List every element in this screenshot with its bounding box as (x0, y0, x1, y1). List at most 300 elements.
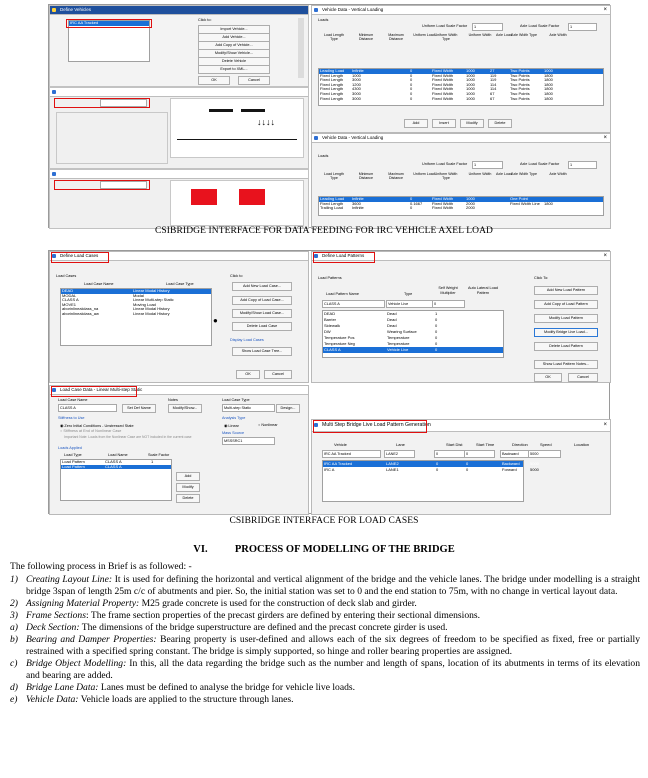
table-cell: Fixed Width (432, 90, 454, 96)
table-cell: 0 (410, 86, 413, 92)
modify-load-case-button[interactable]: Modify/Show Load Case... (232, 309, 292, 318)
table-cell: Two Points (510, 95, 530, 101)
mass-source-select[interactable]: MSSSRC1 (222, 437, 275, 445)
item-body (26, 574, 640, 598)
highlight-box (51, 252, 109, 263)
item-term: Bearing and Damper Properties: (26, 634, 157, 645)
nonlinear-label: Nonlinear (261, 423, 278, 427)
dot-icon: ● (213, 316, 218, 325)
delete-vehicle-button[interactable]: Delete Vehicle (198, 57, 270, 66)
case-name-input[interactable]: CLASS A (58, 404, 117, 412)
pattern-name-cell: Sidewalk (324, 323, 341, 328)
table-cell: 119 (490, 72, 497, 78)
display-label: Display Load Cases (230, 338, 264, 342)
table-cell: Two Points (510, 72, 530, 78)
table-cell: 114 (490, 81, 497, 87)
column-header: Minimum Distance (358, 172, 374, 181)
table-cell: Two Points (510, 90, 530, 96)
input-row[interactable] (322, 450, 602, 457)
axle-scale-label: Axle Load Scale Factor (520, 162, 560, 166)
table-cell: 1000 (466, 81, 475, 87)
multistep-generation-window (311, 419, 611, 515)
column-header: Maximum Distance (388, 172, 404, 181)
case-type-cell: Linear Multi-step Static (133, 297, 174, 303)
item-term: Bridge Lane Data: (26, 682, 99, 693)
add-load-button[interactable]: Add (176, 472, 200, 481)
close-icon[interactable]: × (603, 7, 607, 13)
item-text: Lanes must be defined to analyse the bridge for vehicle live loads. (98, 682, 356, 693)
delete-load-case-button[interactable]: Delete Load Case (232, 322, 292, 331)
table-cell: LANE2 (386, 461, 399, 466)
table-cell: 5000 (530, 467, 539, 472)
column-header: Speed (540, 442, 552, 447)
case-name-cell: DEAD (62, 288, 74, 293)
item-number: 2) (10, 598, 18, 609)
pattern-type-cell: Temperature (387, 335, 410, 340)
uniform-scale-input[interactable]: 1 (472, 161, 503, 169)
highlight-box (66, 19, 152, 28)
multiplier-cell: 0 (435, 347, 438, 352)
cancel-button[interactable]: Cancel (264, 370, 292, 379)
column-header: Lane (396, 442, 405, 447)
table-cell: 0 (410, 196, 413, 201)
table-cell: 67 (490, 90, 495, 96)
load-name-header: Load Name (108, 453, 128, 457)
table-cell: 27 (490, 68, 495, 73)
table-cell: Fixed Length (320, 72, 344, 78)
define-vehicles-title: Define Vehicles (60, 7, 92, 12)
close-icon[interactable]: × (603, 253, 607, 259)
design-button[interactable]: Design... (276, 404, 300, 413)
stiffness-label: Stiffness to Use (58, 416, 85, 420)
table-cell: IRC AA Tracked (324, 461, 353, 466)
highlight-box (313, 252, 375, 263)
table-cell: Backward (502, 461, 520, 466)
load-bar (241, 109, 265, 112)
figure1-caption: CSIBRIDGE INTERFACE FOR DATA FEEDING FOR IRC VEHICLE AXEL LOAD (154, 226, 494, 236)
table-cell: Fixed Width (432, 72, 454, 78)
loads-applied-label: Loads Applied (58, 446, 82, 450)
scroll-strip (298, 18, 304, 78)
item-body (26, 634, 640, 658)
list-item (10, 658, 640, 682)
case-type-cell: Modal (133, 292, 144, 298)
column-header: Uniform Width Type (434, 33, 458, 42)
vehicle-editor-2 (49, 169, 309, 229)
stiffness-end-label: Stiffness at End of Nonlinear Case (63, 429, 122, 433)
add-button[interactable]: Add (404, 119, 428, 128)
column-header: Uniform Width (468, 33, 492, 37)
item-term: Frame Sections (26, 610, 86, 621)
item-number: c) (10, 658, 18, 669)
table-cell: Two Points (510, 86, 530, 92)
pattern-name-cell: Barrier (324, 317, 337, 322)
table-cell: 1000 (352, 72, 361, 78)
vehicle-name-input[interactable] (100, 181, 147, 189)
load-cases-title: Define Load Cases (60, 253, 99, 258)
multiplier-cell: 0 (435, 323, 438, 328)
axle-scale-input[interactable]: 1 (568, 161, 597, 169)
self-weight-header: Self Weight Multiplier (438, 286, 458, 295)
vertical-loading-window-1 (311, 5, 611, 133)
table-cell: 1800 (544, 72, 553, 78)
analysis-type-label: Analysis Type (222, 416, 246, 420)
list-item (10, 682, 640, 694)
list-item[interactable]: IRC AA Tracked (69, 21, 149, 26)
linear-radio[interactable]: ◉ Linear (224, 424, 239, 428)
table-cell: Infinite (352, 205, 364, 211)
input-cell[interactable]: 5000 (528, 450, 561, 458)
item-text: Bearing property is user-defined and allows each of the six degrees of freedom to be specified as fixed, free or partially restrained with a specified spring constant. The bridge is simply supported, so hinge and roller bearing properties are assigned. (26, 634, 640, 657)
load-type-cell: Load Pattern (62, 463, 85, 469)
item-term: Assigning Material Property: (26, 598, 140, 609)
add-new-pattern-button[interactable]: Add New Load Pattern (534, 286, 598, 295)
load-cases-table[interactable] (60, 288, 212, 346)
table-cell: 1000 (466, 95, 475, 101)
vertical-loading-titlebar (312, 134, 610, 143)
app-icon (52, 172, 56, 176)
ok-button[interactable]: OK (198, 76, 230, 85)
app-icon (52, 8, 56, 12)
add-copy-load-case-button[interactable]: Add Copy of Load Case... (232, 296, 292, 305)
delete-load-button[interactable]: Delete (176, 494, 200, 503)
loads-table[interactable] (318, 196, 604, 216)
column-header: Start Time (476, 442, 495, 447)
case-name-header: Load Case Name (84, 282, 114, 286)
define-vehicles-window (49, 5, 309, 87)
pattern-type-select[interactable]: Vehicle Live (386, 300, 433, 308)
table-cell: Two Points (510, 81, 530, 87)
arrow-icons: ↓↓↓↓ (257, 117, 275, 127)
pattern-type-cell: Temperature (387, 341, 410, 346)
table-cell: 1800 (544, 95, 553, 101)
loads-applied-table[interactable] (60, 459, 172, 501)
cancel-button[interactable]: Cancel (238, 76, 270, 85)
table-cell: 1000 (544, 68, 553, 73)
table-cell: 4300 (352, 86, 361, 92)
modify-bridge-live-load-button[interactable]: Modify Bridge Live Load... (534, 328, 598, 337)
column-header: Axle Load (496, 172, 512, 176)
column-header: Load Length Type (324, 33, 344, 42)
item-body (26, 622, 640, 634)
generation-table[interactable] (322, 460, 539, 502)
column-header: Location (574, 442, 590, 447)
axle-scale-input[interactable]: 1 (568, 23, 597, 31)
pattern-type-cell: Dead (387, 323, 397, 328)
item-text: Vehicle loads are applied to the structure through lanes. (78, 694, 294, 705)
list-item (10, 622, 640, 634)
show-tree-button[interactable]: Show Load Case Tree... (232, 347, 292, 356)
case-type-label: Load Case Type (222, 398, 250, 402)
section-heading (0, 544, 648, 555)
case-type-header: Load Case Type (166, 282, 194, 286)
table-cell: 1800 (544, 81, 553, 87)
loads-table[interactable] (318, 68, 604, 106)
case-name-cell: CLASS A (62, 297, 79, 303)
delete-pattern-button[interactable]: Delete Load Pattern (534, 342, 598, 351)
define-load-cases-window (49, 251, 309, 383)
load-name-cell: CLASS A (105, 463, 122, 469)
table-cell: 3000 (352, 95, 361, 101)
import-vehicle-button[interactable]: Import Vehicle... (198, 25, 270, 34)
item-number: a) (10, 622, 18, 633)
table-cell: Fixed Length (320, 86, 344, 92)
scale-factor-header: Scale Factor (148, 453, 170, 457)
table-cell: Fixed Width (432, 196, 454, 201)
axle-scale-label: Axle Load Scale Factor (520, 24, 560, 28)
modify-show-button[interactable]: Modify/Show... (168, 404, 202, 413)
column-headers (322, 442, 602, 448)
item-text: M25 grade concrete is used for the construction of deck slab and girder. (139, 598, 417, 609)
pattern-name-header: Load Pattern Name (326, 292, 359, 296)
section-title: PROCESS OF MODELLING OF THE BRIDGE (234, 544, 455, 555)
zero-initial-radio[interactable]: ◉ Zero Initial Conditions - Unstressed State (60, 424, 134, 428)
ok-button[interactable]: OK (534, 373, 562, 382)
multistep-static-window (49, 385, 309, 515)
input-cell[interactable]: Backward (500, 450, 537, 458)
uniform-scale-input[interactable]: 1 (472, 23, 503, 31)
input-cell[interactable]: LANE2 (384, 450, 415, 458)
highlight-box (313, 420, 427, 433)
table-cell: 0 (410, 68, 413, 73)
table-cell: 2000 (466, 200, 475, 206)
app-icon (314, 8, 318, 12)
load-name-cell: CLASS A (105, 459, 122, 464)
insert-button[interactable]: Insert (432, 119, 456, 128)
column-headers (318, 33, 602, 45)
item-text: The dimensions of the bridge superstructure are defined and the precast concrete girder is used. (79, 622, 448, 633)
table-cell: 1200 (352, 81, 361, 87)
table-cell: IRC A (324, 467, 335, 472)
table-cell: Fixed Length (320, 81, 344, 87)
table-cell: 0 (466, 467, 469, 472)
case-type-cell: Linear Modal History (133, 310, 170, 316)
table-cell: Fixed Width (432, 200, 454, 206)
item-number: d) (10, 682, 18, 693)
table-cell: Two Points (510, 68, 530, 73)
column-header: Minimum Distance (358, 33, 374, 42)
table-cell: 0.1667 (410, 200, 423, 206)
case-type-cell: Linear Modal History (133, 306, 170, 312)
add-copy-vehicle-button[interactable]: Add Copy of Vehicle... (198, 41, 270, 50)
pattern-name-input[interactable]: CLASS A (322, 300, 385, 308)
table-cell: Infinite (352, 196, 364, 201)
table-cell: Fixed Length (320, 200, 344, 206)
case-type-select[interactable]: Multi-step Static (222, 404, 275, 412)
item-term: Deck Section: (26, 622, 80, 633)
app-icon (314, 136, 318, 140)
table-cell: 2000 (466, 205, 475, 211)
table-cell: Leading Load (320, 68, 345, 73)
zero-initial-label: Zero Initial Conditions - Unstressed State (64, 424, 134, 428)
cancel-button[interactable]: Cancel (568, 373, 598, 382)
pattern-name-cell: Temperature Neg (324, 341, 355, 346)
multiplier-cell: 1 (435, 311, 438, 316)
modify-load-button[interactable]: Modify (176, 483, 200, 492)
modify-button[interactable]: Modify (460, 119, 484, 128)
ok-button[interactable]: OK (236, 370, 260, 379)
loads-label: Loads (318, 154, 329, 158)
generation-title: Multi Step Bridge Live Load Pattern Generation (322, 422, 431, 428)
input-cell[interactable]: 0 (434, 450, 465, 458)
vehicle-name-input[interactable] (100, 99, 147, 107)
multiplier-input[interactable]: 0 (432, 300, 465, 308)
column-header: Direction (512, 442, 528, 447)
multiplier-cell: 0 (435, 317, 438, 322)
close-icon[interactable]: × (603, 422, 607, 428)
column-header: Maximum Distance (388, 33, 404, 42)
input-cell[interactable]: 0 (464, 450, 495, 458)
item-body (26, 610, 640, 622)
input-cell[interactable]: IRC AA Tracked (322, 450, 381, 458)
item-text: : The frame section properties of the precast girders are defined by entering their sectional dimensions. (85, 610, 481, 621)
vertical-loading-title: Vehicle Data - Vertical Loading (322, 135, 384, 140)
item-number: b) (10, 634, 18, 645)
item-number: 1) (10, 574, 18, 585)
uniform-scale-label: Uniform Load Scale Factor (422, 24, 468, 28)
add-copy-pattern-button[interactable]: Add Copy of Load Pattern (534, 300, 598, 309)
column-header: Axle Width Type (511, 33, 537, 37)
item-body (26, 598, 640, 610)
load-patterns-table[interactable] (322, 310, 504, 358)
table-cell: 0 (436, 461, 439, 466)
table-cell: 3000 (352, 90, 361, 96)
pattern-name-cell: CLASS A (324, 347, 341, 352)
case-name-cell: aborinlinealclass_aw (62, 310, 99, 316)
table-row[interactable] (323, 347, 503, 353)
item-term: Bridge Object Modelling: (26, 658, 127, 669)
table-cell: Fixed Length (320, 90, 344, 96)
load-diagram (170, 98, 304, 158)
nonlinear-radio[interactable]: ○ Nonlinear (258, 423, 278, 427)
table-cell: Fixed Width Line (510, 200, 540, 206)
scale-cell: 1 (151, 459, 154, 464)
close-icon[interactable]: × (603, 135, 607, 141)
table-row[interactable] (323, 467, 539, 473)
column-header: Uniform Width Type (434, 172, 458, 181)
uniform-scale-label: Uniform Load Scale Factor (422, 162, 468, 166)
section-intro: The following process in Brief is as followed: - (10, 561, 192, 572)
table-row[interactable] (61, 312, 211, 317)
table-row[interactable] (319, 97, 603, 102)
figure1-composite (48, 4, 610, 228)
table-cell: Forward (502, 467, 517, 472)
figure2-caption: CSIBRIDGE INTERFACE FOR LOAD CASES (229, 516, 419, 526)
pattern-type-cell: Vehicle Live (387, 347, 409, 352)
table-cell: 1000 (466, 68, 475, 73)
modify-pattern-button[interactable]: Modify Load Pattern (534, 314, 598, 323)
table-cell: Two Points (510, 77, 530, 83)
vertical-loading-title: Vehicle Data - Vertical Loading (322, 7, 384, 12)
table-cell: 0 (436, 467, 439, 472)
list-item (10, 634, 640, 658)
table-cell: One Point (510, 196, 528, 201)
table-cell: LANE1 (386, 467, 399, 472)
table-cell: 0 (410, 72, 413, 78)
linear-label: Linear (228, 424, 239, 428)
pattern-name-cell: Temperature Pos (324, 335, 355, 340)
list-item (10, 574, 640, 598)
table-cell: 5000 (530, 461, 539, 466)
add-new-load-case-button[interactable]: Add New Load Case... (232, 282, 292, 291)
define-vehicles-titlebar (50, 6, 308, 15)
item-text: In this, all the data regarding the bridge such as the number and length of spans, location of its abutments in terms of its elevation and bearing are added. (26, 658, 641, 681)
list-item (10, 610, 640, 622)
load-type-header: Load Type (64, 453, 82, 457)
multiplier-cell: 0 (435, 329, 438, 334)
table-cell: Trailing Load (320, 205, 343, 211)
vehicle-editor-2-titlebar (50, 170, 308, 179)
table-cell: 3600 (352, 200, 361, 206)
table-row[interactable] (61, 465, 171, 470)
table-cell: Fixed Width (432, 68, 454, 73)
table-cell: 1800 (544, 86, 553, 92)
table-cell: 119 (490, 77, 497, 83)
load-patterns-group: Load Patterns (318, 276, 342, 280)
load-diagram (170, 180, 304, 226)
load-bar (209, 109, 233, 112)
loads-label: Loads (318, 18, 329, 22)
show-pattern-notes-button[interactable]: Show Load Pattern Notes... (534, 360, 598, 369)
case-name-cell: MOVE1 (62, 301, 77, 307)
table-cell: Fixed Width (432, 95, 454, 101)
delete-button[interactable]: Delete (488, 119, 512, 128)
important-note: Important Note: Loads from the Nonlinear Case are NOT included in the current case (64, 435, 192, 439)
case-name-cell: aborinlinealclass_na (62, 306, 99, 312)
column-header: Axle Width (549, 172, 567, 176)
list-item (10, 694, 640, 706)
auto-lateral-header: Auto Lateral Load Pattern (468, 286, 498, 295)
set-def-name-button[interactable]: Set Def Name (122, 404, 156, 413)
table-cell: Fixed Width (432, 86, 454, 92)
multiplier-cell: 0 (435, 341, 438, 346)
column-header: Axle Width (549, 33, 567, 37)
pattern-name-cell: DEAD (324, 311, 336, 316)
table-cell: Fixed Length (320, 77, 344, 83)
app-icon (52, 90, 56, 94)
column-header: Uniform Load (413, 33, 435, 37)
item-body (26, 694, 640, 706)
add-vehicle-button[interactable]: Add Vehicle... (198, 33, 270, 42)
column-header: Start Dist (446, 442, 463, 447)
column-header: Vehicle (334, 442, 347, 447)
item-number: 3) (10, 610, 18, 621)
table-cell: 1800 (544, 77, 553, 83)
modify-vehicle-button[interactable]: Modify/Show Vehicle... (198, 49, 270, 58)
column-header: Axle Load (496, 33, 512, 37)
table-row[interactable] (319, 206, 603, 211)
pattern-type-cell: Wearing Surface (387, 329, 417, 334)
case-name-label: Load Case Name (58, 398, 88, 402)
table-cell: 1800 (544, 200, 553, 206)
table-cell: 1000 (466, 196, 475, 201)
table-cell: 0 (410, 77, 413, 83)
table-cell: 0 (410, 205, 413, 211)
table-cell: Fixed Width (432, 81, 454, 87)
item-term: Creating Layout Line: (26, 574, 113, 585)
column-header: Axle Width Type (511, 172, 537, 176)
load-patterns-title: Define Load Patterns (322, 253, 365, 258)
load-type-cell: Load Pattern (62, 459, 85, 464)
table-cell: 114 (490, 86, 497, 92)
mass-source-label: Mass Source (222, 431, 245, 435)
table-cell: 0 (466, 461, 469, 466)
export-vehicle-button[interactable]: Export to XML... (198, 65, 270, 74)
table-cell: 1000 (466, 86, 475, 92)
figure2-composite (48, 250, 610, 514)
stiffness-end-radio[interactable]: ○ Stiffness at End of Nonlinear Case (60, 429, 122, 433)
click-to-label: Click To: (534, 276, 549, 280)
